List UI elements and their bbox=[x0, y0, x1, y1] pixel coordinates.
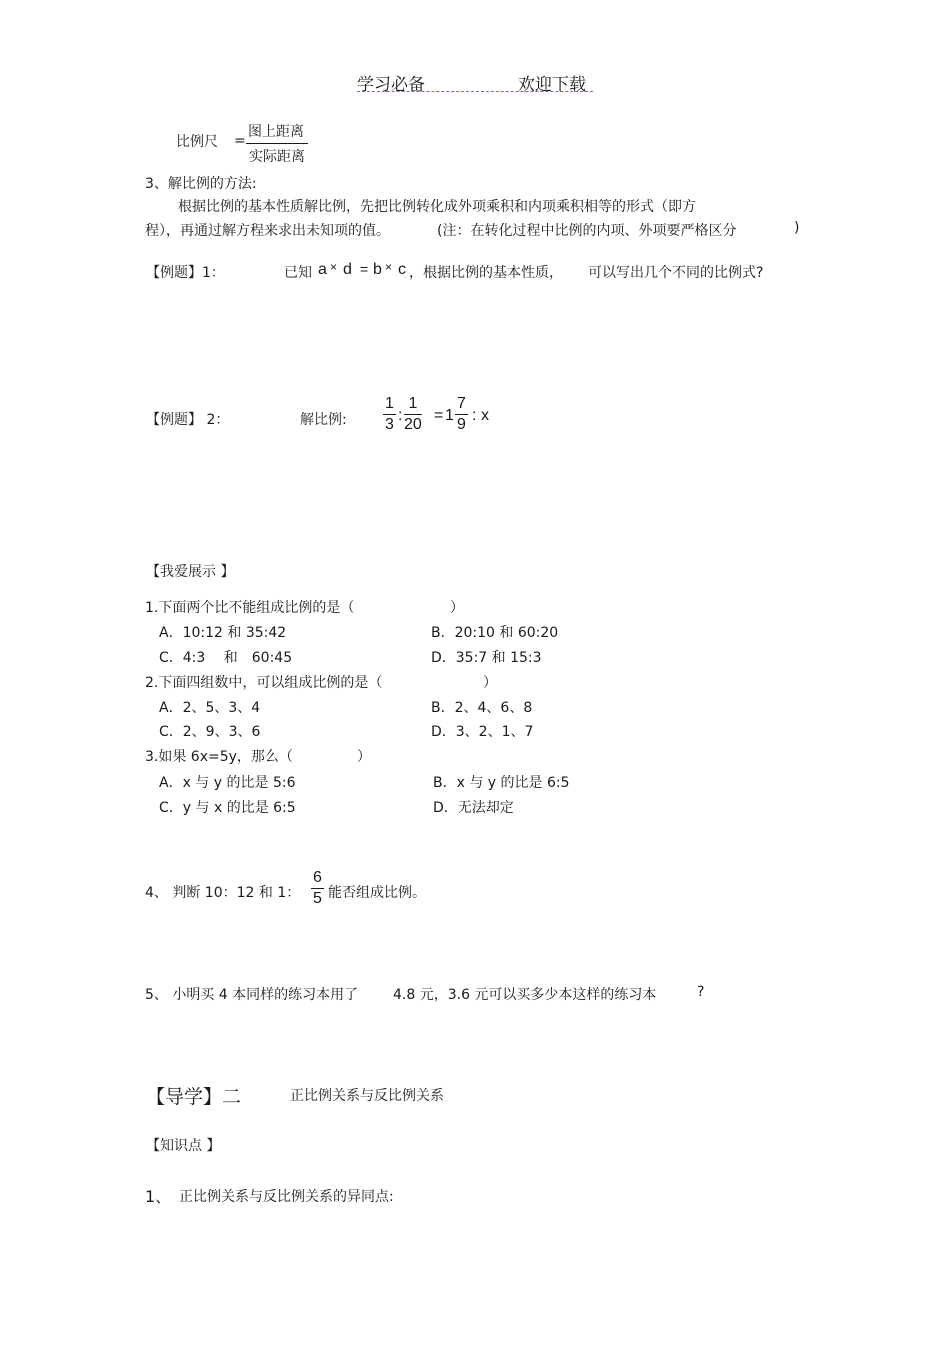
q4-fraction bbox=[311, 869, 324, 908]
q4-post: 能否组成比例。 bbox=[328, 885, 426, 901]
q1-option-b: B．20:10 和 60:20 bbox=[431, 625, 559, 641]
q1-close: ） bbox=[450, 600, 464, 616]
guide2-title: 正比例关系与反比例关系 bbox=[290, 1088, 444, 1104]
fraction2-denominator: 20 bbox=[404, 416, 422, 433]
point1-text: 正比例关系与反比例关系的异同点: bbox=[179, 1189, 394, 1205]
q3-option-c: C．y 与 x 的比是 6:5 bbox=[159, 800, 296, 816]
q3-stem: 3.如果 6x=5y，那么（ bbox=[145, 749, 293, 765]
example2-colon1: : bbox=[398, 407, 403, 424]
header-underline bbox=[357, 91, 593, 92]
example1-eq: = bbox=[360, 261, 369, 277]
q3-option-d: D．无法却定 bbox=[433, 800, 514, 816]
example2-fraction2 bbox=[404, 395, 422, 434]
q2-close: ） bbox=[483, 675, 497, 691]
q2-option-a: A．2、5、3、4 bbox=[159, 700, 261, 716]
example2-x: x bbox=[481, 407, 489, 424]
q2-option-b: B．2、4、6、8 bbox=[431, 700, 533, 716]
q2-option-d: D．3、2、1、7 bbox=[431, 724, 534, 740]
example2-whole: 1 bbox=[445, 407, 454, 424]
header-left: 学习必备 bbox=[357, 75, 425, 95]
example2-fraction1 bbox=[383, 395, 396, 434]
example1-question: 可以写出几个不同的比例式? bbox=[588, 265, 764, 281]
example2-label: 【例题】 2： bbox=[146, 412, 230, 428]
knowledge-title: 【知识点 】 bbox=[146, 1138, 221, 1154]
q2-option-c: C．2、9、3、6 bbox=[159, 724, 261, 740]
example2-fraction3 bbox=[455, 395, 468, 434]
example2-eq: = bbox=[434, 407, 444, 424]
method-line2c: ) bbox=[794, 220, 800, 236]
scale-numerator: 图上距离 bbox=[246, 121, 308, 144]
q2-stem: 2.下面四组数中，可以组成比例的是（ bbox=[145, 675, 383, 691]
q1-option-a: A．10:12 和 35:42 bbox=[159, 625, 287, 641]
fraction2-numerator: 1 bbox=[404, 395, 422, 415]
q4-fraction-numerator: 6 bbox=[311, 869, 324, 889]
fraction3-numerator: 7 bbox=[455, 395, 468, 415]
example1-pre: 已知 bbox=[284, 265, 312, 281]
fraction1-denominator: 3 bbox=[385, 416, 394, 433]
scale-label: 比例尺 bbox=[176, 134, 218, 150]
q3-close: ） bbox=[357, 749, 371, 765]
q1-option-d: D．35:7 和 15:3 bbox=[431, 650, 542, 666]
example1-post: ，根据比例的基本性质， bbox=[409, 265, 563, 281]
q4-pre: 4、 判断 10：12 和 1： bbox=[145, 885, 301, 901]
q1-option-c: C．4:3 和 60:45 bbox=[159, 650, 293, 666]
scale-fraction bbox=[246, 121, 308, 166]
example1-label: 【例题】1： bbox=[146, 265, 225, 281]
q3-option-b: B．x 与 y 的比是 6:5 bbox=[433, 775, 570, 791]
method-line1: 根据比例的基本性质解比例，先把比例转化成外项乘积和内项乘积相等的形式（即方 bbox=[178, 199, 696, 215]
scale-equals: = bbox=[234, 133, 246, 149]
guide2-label: 【导学】二 bbox=[146, 1086, 242, 1108]
q1-stem: 1.下面两个比不能组成比例的是（ bbox=[145, 600, 355, 616]
example1-times1: × bbox=[330, 260, 338, 274]
method-line2b: (注：在转化过程中比例的内项、外项要严格区分 bbox=[437, 223, 737, 239]
method-title: 3、解比例的方法: bbox=[145, 176, 257, 192]
header-right: 欢迎下载 bbox=[518, 75, 586, 95]
fraction1-numerator: 1 bbox=[383, 395, 396, 415]
q5-part-b: 4.8 元，3.6 元可以买多少本这样的练习本 bbox=[393, 987, 657, 1003]
example1-d: d bbox=[343, 261, 352, 278]
method-line2a: 程），再通过解方程来求出未知项的值。 bbox=[145, 223, 390, 239]
example1-b: b bbox=[373, 261, 382, 278]
q5-part-a: 5、 小明买 4 本同样的练习本用了 bbox=[145, 987, 359, 1003]
point1-number: 1、 bbox=[145, 1187, 172, 1206]
example1-a: a bbox=[318, 261, 327, 278]
show-title: 【我爱展示 】 bbox=[146, 564, 235, 580]
example2-colon2: : bbox=[472, 407, 477, 424]
example1-times2: × bbox=[385, 260, 393, 274]
example2-task: 解比例: bbox=[300, 412, 347, 428]
q3-option-a: A．x 与 y 的比是 5:6 bbox=[159, 775, 296, 791]
scale-denominator: 实际距离 bbox=[249, 149, 305, 165]
fraction3-denominator: 9 bbox=[457, 416, 466, 433]
q5-part-c: ? bbox=[697, 984, 705, 1000]
q4-fraction-denominator: 5 bbox=[313, 890, 322, 907]
example1-c: c bbox=[398, 261, 406, 278]
